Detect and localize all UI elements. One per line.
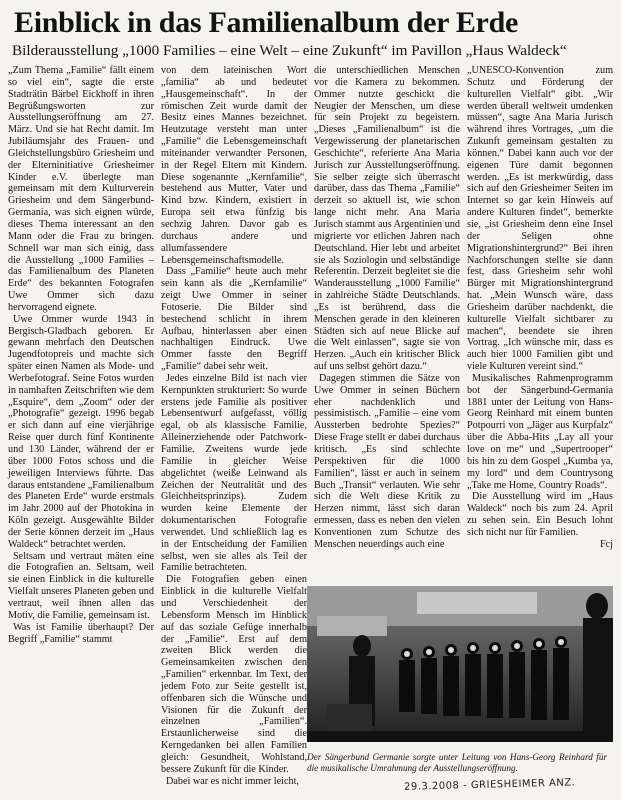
photo-caption: Der Sängerbund Germanie sorgte unter Leitung von Hans-Georg Reinhard für die musikalische Umrahmung der Ausstellungseröffnung.: [307, 752, 607, 773]
paragraph: „UNESCO-Konvention zum Schutz und Förderung der kulturellen Vielfalt“ gibt. „Wir werden überall weltweit umdenken müssen“, sagte Ana Maria Jurisch während ihres Vortrages, „um die Zukunft gemeinsam gestalten zu können.“ Dabei kann auch vor der eigenen Türe damit begonnen werden. „Es ist merkwürdig, dass sich auf den Griesheimer Seiten im Internet so gar kein Hinweis auf andere Kulturen findet“, bemerkte sie, „ist Griesheim denn eine Insel der Seligen ohne Migrationshintergrund?“ Bei ihren Nachforschungen stellte sie dann fest, dass Griesheim sehr wohl Bürger mit Migrationshintergrund hat. „Mein Wunsch wäre, dass Griesheim darüber nachdenkt, die kulturelle Vielfalt sichtbarer zu machen“, beendete sie ihren Vortrag. „Ich wünsche mir, dass es auch hier 1000 Familien gibt und viele Kulturen vereint sind.“: [467, 65, 613, 373]
paragraph: Dagegen stimmen die Sätze von Uwe Ommer in seinen Büchern eher nachdenklich und pessimistisch. „Familie – eine vom Aussterben bedrohte Spezies?“ Diese Frage stellt er dabei durchaus kritisch. „Es sind schlechte Perspektiven für die 1000 Familien“, lässt er auch in seinem Buch „Transit“ verlauten. Wie sehr sich die Welt diese Kritik zu Herzen nimmt, lässt sich daran ermessen, dass es neben den vielen Konventionen zum Schutze des Menschen neuerdings auch eine: [314, 372, 460, 550]
paragraph: Jedes einzelne Bild ist nach vier Kernpunkten strukturiert: So wurde erstens jede Familie als positiver Lebensentwurf aufgefasst, völlig egal, ob als klassische Familie, Alleinerziehende oder Patchwork-Familie. Zweitens wurde jede Familie in gleicher Weise abgelichtet (weiße Leinwand als Zeichen der Neutralität und des Gleichheitsprinzips). Zudem wurden keine Elemente der dokumentarischen Fotografie verwendet. Und schließlich lag es in der Entscheidung der Familien selbst, wen sie alles als Teil der Familie betrachteten.: [161, 372, 307, 574]
paragraph: Die Fotografien geben einen Einblick in die kulturelle Vielfalt und Verschiedenheit der Lebensform Mensch im Hinblick auf das soziale Gefüge innerhalb der „Familie“. Erst auf dem zweiten Blick werden die Gemeinsamkeiten zwischen den „Familien“ erkennbar. Im Text, der jedem Foto zur Seite gestellt ist, offenbaren sich die Wünsche und Visionen für die Zukunft der einzelnen „Familien“. Erstaunlicherweise sind die Kerngedanken bei allen Familien gleich: Gesundheit, Wohlstand, bessere Zukunft für die Kinder.: [161, 574, 307, 775]
paragraph: Uwe Ommer wurde 1943 in Bergisch-Gladbach geboren. Er gewann mehrfach den Deutschen Jugendfotopreis und machte sich später einen Namen als Mode- und Werbefotograf. Seine Fotos wurden in namhaften Zeitschriften wie dem „Esquire“, dem „Zoom“ oder der „Photografie“ gezeigt. 1996 begab er sich dann auf eine vierjährige Reise quer durch fünf Kontinente und 130 Länder, während der er über 1000 Fotos schoss und die jeweiligen Interviews führte. Das daraus entstandene „Familienalbum des Planeten Erde“ wurde erstmals im Jahr 2000 auf der Photokina in Köln gezeigt. Ausgewählte Bilder der Serie können derzeit im „Haus Waldeck“ betrachtet werden.: [8, 313, 154, 550]
paragraph: Dass „Familie“ heute auch mehr sein kann als die „Kernfamilie“ zeigt Uwe Ommer in seiner Fotoserie. Die Bilder sind bestechend schlicht in ihrem Aufbau, hinterlassen aber einen nachhaltigen Eindruck. Uwe Ommer fasste den Begriff „Familie“ dabei sehr weit.: [161, 266, 307, 373]
paragraph: „Zum Thema „Familie“ fällt einem so viel ein“, sagte die erste Stadträtin Bärbel Eickhoff in ihren Begrüßungsworten zur Ausstellungseröffnung am 27. März. Und sie hat Recht damit. Im Jubiläumsjahr des Frauen- und Gleichstellungsbüro Griesheim und der Elterninitiative Griesheimer Kinder e.V. überlegte man gemeinsam mit dem Kulturverein Griesheim und dem Sängerbund-Germania, was sich eignen würde, dieses Thema interessant an den Mann oder die Frau zu bringen. Schnell war man sich einig, dass die Ausstellung „1000 Families – das Familienalbum des Planeten Erde“ des bekannten Fotografen Uwe Ommer sich dazu hervorragend eignete.: [8, 65, 154, 313]
handwritten-date-note: 29.3.2008 - GRIESHEIMER ANZ.: [403, 777, 576, 793]
author-signature: Fcj: [599, 538, 613, 550]
column-2: [161, 65, 307, 787]
paragraph: die unterschiedlichen Menschen vor die Kamera zu bekommen. Ommer nutzte geschickt die Neugier der Menschen, um diese für sein Projekt zu begeistern. „Dieses „Familienalbum“ ist die Vergewisserung der planetarischen Geschichte“, referierte Ana Maria Jurisch zur Ausstellungseröffnung. Sie selber zeigte sich überrascht darüber, dass das Thema „Familie“ derzeit so aktuell ist, wie schon lange nicht mehr. Ana Maria Jurisch stammt aus Argentinien und migrierte vor etlichen Jahren nach Deutschland. Hier lebt und arbeitet sie als Soziologin und selbständige Referentin. Derzeit begleitet sie die Wanderausstellung „1000 Familie“ in zahlreiche Städte Deutschlands. „Es ist berührend, dass die Menschen gerade in den kleineren Städten sich auf neue Blicke auf die Welt einlassen“, sagte sie von Herzen. „Auch ein kritischer Blick auf uns selbst gehört dazu.“: [314, 65, 460, 373]
headline: Einblick in das Familienalbum der Erde: [14, 6, 518, 39]
paragraph: von dem lateinischen Wort „familia“ ab und bedeutet „Hausgemeinschaft“. In der römischen Zeit wurde damit der Besitz eines Mannes bezeichnet. Heutzutage versteht man unter „Familie“ die Lebensgemeinschaft miteinander verwandter Personen, in der Regel Eltern mit Kindern. Diese sogenannte „Kernfamilie“, bestehend aus Mutter, Vater und Kind bzw. Kindern, existiert in Europa seit etwa fünfzig bis sechzig Jahren. Davor gab es durchaus andere und allumfassendere Lebensgemeinschaftsmodelle.: [161, 65, 307, 266]
column-1: [8, 65, 154, 787]
subheadline: Bilderausstellung „1000 Families – eine Welt – eine Zukunft“ im Pavillon „Haus Waldeck“: [12, 42, 567, 59]
choir-photo: [307, 586, 613, 748]
paragraph: Was ist Familie überhaupt? Der Begriff „Familie“ stammt: [8, 621, 154, 645]
paragraph: Dabei war es nicht immer leicht,: [166, 775, 299, 787]
choir-photo-image: [307, 586, 613, 742]
paragraph: Die Ausstellung wird im „Haus Waldeck“ noch bis zum 24. April zu sehen sein. Ein Besuch lohnt sich nicht nur für Familien.: [467, 491, 613, 538]
paragraph: Seltsam und vertraut mäten eine die Fotografien an. Seltsam, weil sie einen Einblick in die kulturelle Vielfalt unseres Planeten geben und vertraut, weil ihnen allen das Motiv, die Familie, gemeinsam ist.: [8, 550, 154, 621]
paragraph: Musikalisches Rahmenprogramm bot der Sängerbund-Germania 1881 unter der Leitung von Hans-Georg Reinhard mit einem bunten Potpourri von „Jäger aus Kurpfalz“ über die Abba-Hits „Lay all your love on me“ und „Supertrooper“ bis hin zu dem Gospel „Kumba ya, my lord“ und dem Countrysong „Take me Home, Country Roads“.: [467, 372, 613, 491]
